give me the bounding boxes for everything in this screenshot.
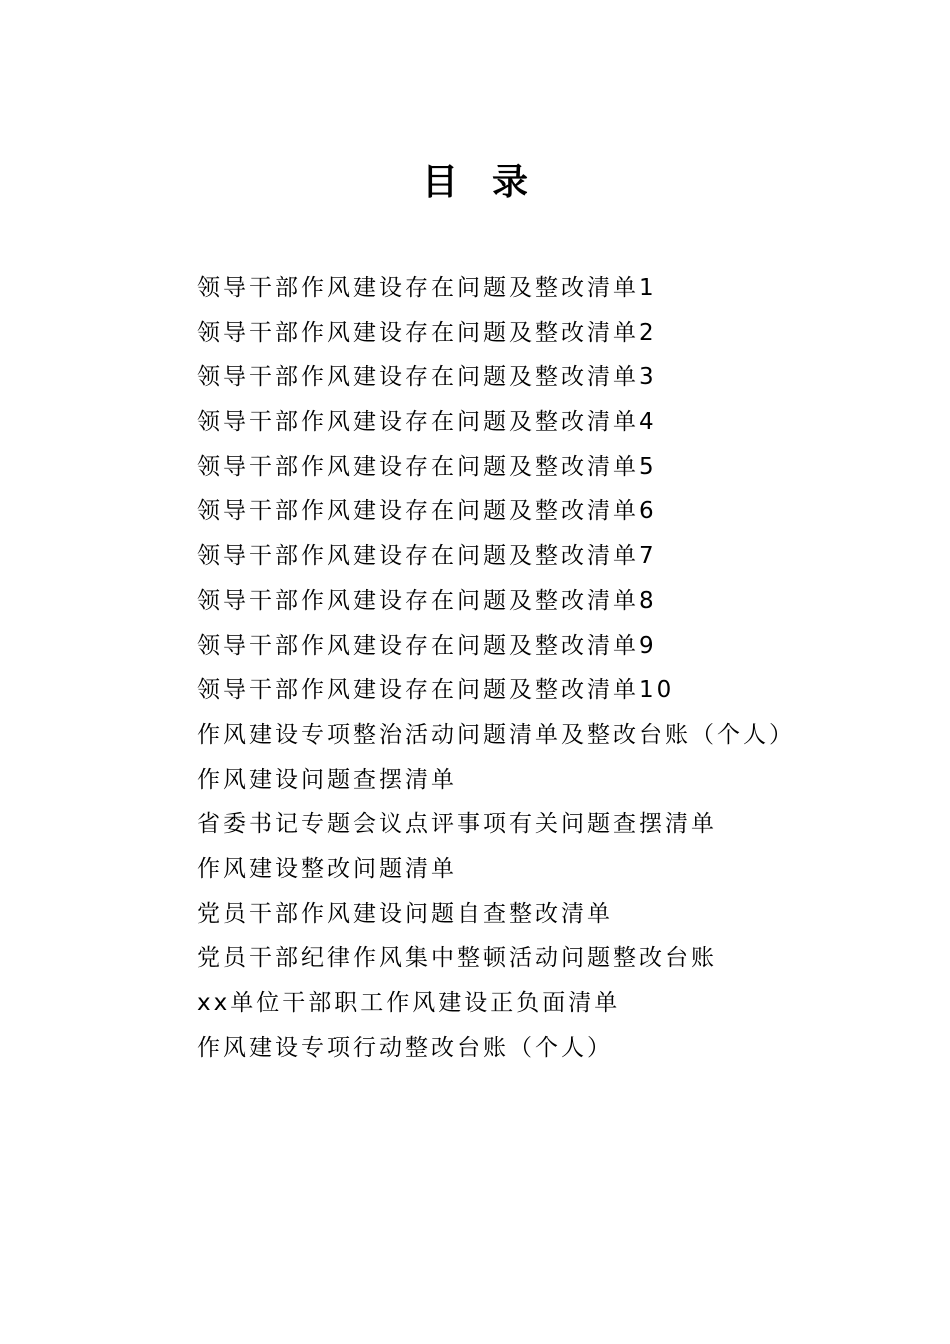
toc-item: 领导干部作风建设存在问题及整改清单10 bbox=[197, 677, 675, 704]
toc-item: 领导干部作风建设存在问题及整改清单1 bbox=[197, 275, 657, 301]
toc-item: 领导干部作风建设存在问题及整改清单4 bbox=[197, 409, 657, 436]
toc-item: 省委书记专题会议点评事项有关问题查摆清单 bbox=[197, 811, 717, 838]
toc-item: 党员干部作风建设问题自查整改清单 bbox=[197, 900, 613, 927]
toc-item: xx单位干部职工作风建设正负面清单 bbox=[197, 990, 621, 1016]
toc-item: 作风建设专项整治活动问题清单及整改台账（个人） bbox=[197, 721, 795, 748]
toc-item: 领导干部作风建设存在问题及整改清单3 bbox=[197, 364, 657, 391]
toc-item: 领导干部作风建设存在问题及整改清单7 bbox=[197, 543, 657, 570]
toc-item: 领导干部作风建设存在问题及整改清单6 bbox=[197, 498, 657, 525]
table-of-contents bbox=[197, 266, 897, 1070]
toc-item: 作风建设专项行动整改台账（个人） bbox=[197, 1034, 613, 1061]
toc-item: 作风建设整改问题清单 bbox=[197, 855, 457, 882]
toc-item: 作风建设问题查摆清单 bbox=[197, 766, 457, 793]
toc-item: 领导干部作风建设存在问题及整改清单2 bbox=[197, 319, 657, 346]
toc-item: 领导干部作风建设存在问题及整改清单8 bbox=[197, 587, 657, 614]
toc-item: 领导干部作风建设存在问题及整改清单5 bbox=[197, 453, 657, 480]
toc-item: 党员干部纪律作风集中整顿活动问题整改台账 bbox=[197, 945, 717, 972]
page-title: 目录 bbox=[421, 161, 562, 203]
toc-item: 领导干部作风建设存在问题及整改清单9 bbox=[197, 632, 657, 659]
